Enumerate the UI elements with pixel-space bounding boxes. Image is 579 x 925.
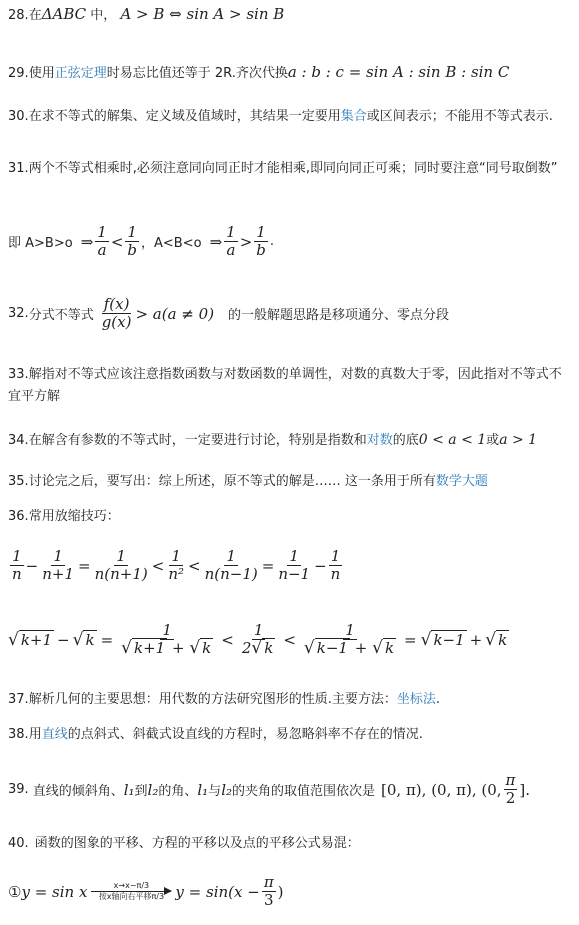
frac-1-over-b-2: $\frac{1}{b}$ xyxy=(256,223,266,259)
link-math-problems[interactable]: 数学大题 xyxy=(435,474,488,489)
item-28: 28.在ΔABC 中， A > B ⇔ sin A > sin B xyxy=(8,5,285,23)
frac-1-over-b: $\frac{1}{b}$ xyxy=(127,223,137,259)
frac-1-over-a-2: $\frac{1}{a}$ xyxy=(226,223,236,259)
frac-fx-gx: $\frac{f(x)}{g(x)}$ xyxy=(101,295,132,331)
translation-arrow: x→x−π/3 按x轴向右平移π/3 xyxy=(91,881,171,902)
item-34: 34.在解含有参数的不等式时，一定要进行讨论，特别是指数和对数的底0 < a < 1或a > 1 xyxy=(8,432,538,448)
link-coordinate-method[interactable]: 坐标法 xyxy=(396,692,436,707)
formula-29: a : b : c = sin A : sin B : sin C xyxy=(287,63,510,81)
item-40: 40. 函数的图象的平移、方程的平移以及点的平移公式易混： xyxy=(8,836,360,851)
link-line[interactable]: 直线 xyxy=(41,727,68,742)
link-sine-law[interactable]: 正弦定理 xyxy=(54,66,107,81)
item-36: 36.常用放缩技巧： xyxy=(8,509,120,524)
item-33: 33.解指对不等式应该注意指数函数与对数函数的单调性，对数的真数大于零，因此指对不等式不宜平方解 xyxy=(8,367,562,404)
item-39: 39. 直线的倾斜角、 l₁ 到 l₂ 的角、 l₁ 与 l₂ 的夹角的取值范围依次是 [0, π), (0, π), (0, $\frac{\pi}{2}$ ]. xyxy=(8,771,531,807)
link-set[interactable]: 集合 xyxy=(340,109,367,124)
item-31-formula: 即 A>B>o ⇒ $\frac{1}{a}$ < $\frac{1}{b}$ ，A<B<o ⇒ $\frac{1}{a}$ > $\frac{1}{b}$ . xyxy=(8,223,275,259)
item-31: 31.两个不等式相乘时,必须注意同向同正时才能相乘,即同向同正可乘；同时要注意“同号取倒数” xyxy=(8,161,558,176)
item-35: 35.讨论完之后，要写出：综上所述，原不等式的解是…… 这一条用于所有数学大题 xyxy=(8,474,488,489)
link-logarithm[interactable]: 对数 xyxy=(366,433,393,448)
item-29: 29.使用正弦定理时易忘比值还等于 2R.齐次代换a : b : c = sin A : sin B : sin C xyxy=(8,63,510,81)
item-36-formula-1: $\frac{1}{n}$ − $\frac{1}{n+1}$ = $\frac{1}{n(n+1)}$ < $\frac{1}{\text{n²}}$ < $\frac{1}{n(n-1)}$ = $\frac{1}{n-1}$ − $\frac{1}{n}$ xyxy=(12,547,341,583)
shift-formula: ① y = sin x x→x−π/3 按x轴向右平移π/3 y = sin(x − $\frac{\pi}{3}$ ) xyxy=(8,873,284,909)
frac-1-over-a: $\frac{1}{a}$ xyxy=(97,223,107,259)
item-32: 32. 分式不等式 $\frac{f(x)}{g(x)}$ > a(a ≠ 0) 的一般解题思路是移项通分、零点分段 xyxy=(8,295,450,331)
formula-28: A > B ⇔ sin A > sin B xyxy=(120,5,285,23)
item-36-formula-2: √ k+1 − √ k = $\frac{1}{√ k+1 + √ k}$ < $\frac{1}{2√ k}$ < $\frac{1}{√ k-1 + √ k}$ = √ k−1 + √ k xyxy=(8,621,508,658)
item-30: 30.在求不等式的解集、定义域及值域时，其结果一定要用集合或区间表示；不能用不等式表示. xyxy=(8,109,553,124)
item-37: 37.解析几何的主要思想：用代数的方法研究图形的性质.主要方法：坐标法. xyxy=(8,692,440,707)
item-38: 38.用直线的点斜式、斜截式设直线的方程时，易忽略斜率不存在的情况. xyxy=(8,727,423,742)
